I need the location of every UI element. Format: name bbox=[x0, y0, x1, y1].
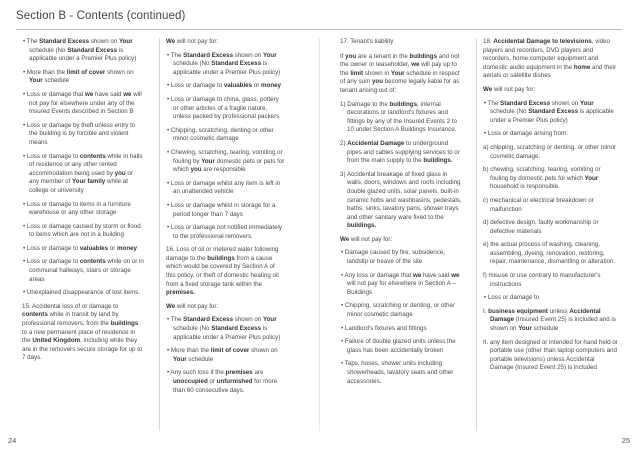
col2-lead2: We will not pay for: bbox=[166, 302, 219, 310]
list-item: • The Standard Excess shown on Your schedule (No Standard Excess is applicable under a Premier Plus policy) bbox=[483, 100, 619, 126]
list-item: • Chipping, scratching, denting or other minor cosmetic damage bbox=[166, 127, 286, 144]
roman-item: I. business equipment unless Accidental Damage (Insured Event 25) is included and is shown on Your schedule bbox=[483, 307, 616, 333]
list-item: • Damage caused by fire, subsidence, landslip or heave of the site bbox=[340, 249, 464, 266]
list-item: • Loss or damage that we have said we will not pay for elsewhere under any of the Insured Events described in Section B bbox=[22, 91, 144, 117]
col4-list2 bbox=[483, 294, 619, 303]
list-item: • Chewing, scratching, tearing, vomiting or fouling by Your domestic pets or pets for which you are responsible bbox=[166, 149, 286, 175]
list-item: • Chipping, scratching or denting, or other minor cosmetic damage bbox=[340, 302, 464, 319]
col2-para: 16. Loss of oil or metered water following damage to the buildings from a cause which would be covered by Section A of this policy, or theft of domestic heating oil from a fixed storage tank within the premises. bbox=[166, 246, 279, 297]
col3-intro: If you are a tenant in the buildings and not the owner or leaseholder, we will pay up to the limit shown in Your schedule in respect of any sum you become legally liable for as tenant arising out of: bbox=[340, 52, 460, 94]
column-divider bbox=[476, 38, 477, 431]
list-item: • Loss or damage caused by storm or flood to items which are not in a building bbox=[22, 223, 144, 240]
lettered-item: e) the actual process of washing, cleaning, assembling, dyeing, renovation, restoring, repair, maintenance, dismantling or alteration. bbox=[483, 241, 616, 266]
list-item: • Loss or damage whilst any item is left in an unattended vehicle bbox=[166, 180, 286, 197]
list-item: • Loss or damage to valuables or money bbox=[22, 245, 144, 254]
col1-para: 15. Accidental loss of or damage to contents while in transit by land by professional removers, from the buildings to a new permanent place of residence in the United Kingdom, including while they are in the removers secure storage for up to 7 days. bbox=[22, 302, 143, 362]
list-item: • Unexplained disappearance of lost items. bbox=[22, 289, 144, 298]
roman-item: II. any item designed or intended for hand held or portable use (other than laptop computers and portable televisions) unless Accidental Damage (Insured Event 25) is included bbox=[483, 338, 618, 372]
col2-list bbox=[166, 52, 286, 242]
lettered-item: b) chewing, scratching, tearing, vomiting or fouling by domestic pets for which Your household is responsible. bbox=[483, 166, 601, 191]
list-item: • Loss or damage by theft unless entry to the building is by forcible and violent means bbox=[22, 122, 144, 148]
numbered-item: 2) Accidental Damage to underground pipes and cables supplying services to or from the main supply to the buildings. bbox=[340, 139, 460, 165]
list-item: • Any such loss if the premises are unoccupied or unfurnished for more than 60 consecutive days. bbox=[166, 369, 286, 395]
numbered-item: 3) Accidental breakage of fixed glass in walls, doors, windows and roofs including double glazed units, solar panels, built-in ceramic hobs and washbasins, pedestals, baths, sinks, lavatory pans, shower trays and other sanitary ware fixed to the buildings. bbox=[340, 170, 462, 230]
page-header: Section B - Contents (continued) bbox=[16, 10, 186, 22]
column-3 bbox=[340, 38, 464, 391]
list-item: • Loss or damage to contents while on or in communal hallways, stairs or storage areas bbox=[22, 258, 144, 284]
header-rule bbox=[16, 29, 622, 30]
column-1 bbox=[22, 38, 144, 368]
lettered-item: d) defective design, faulty workmanship or defective materials bbox=[483, 219, 599, 235]
list-item: • Loss or damage arising from: bbox=[483, 130, 619, 139]
lettered-item: f) misuse or use contrary to manufacturer's instructions bbox=[483, 272, 601, 288]
list-item: • Failure of double glazed units unless the glass has been accidentally broken bbox=[340, 338, 464, 355]
column-divider bbox=[159, 38, 160, 431]
col3-lead: We will not pay for: bbox=[340, 235, 393, 243]
list-item: • Loss or damage to contents while in halls of residence or any other rented accommodation being used by you or any member of Your family while at college or university bbox=[22, 153, 144, 196]
list-item: • Any loss or damage that we have said we will not pay for elsewhere in Section A – Buildings bbox=[340, 272, 464, 298]
list-item: • Landlord's fixtures and fittings bbox=[340, 325, 464, 334]
col2-list2 bbox=[166, 316, 286, 395]
column-2 bbox=[166, 38, 286, 400]
list-item: • Loss or damage to bbox=[483, 294, 619, 303]
page-spine bbox=[319, 38, 320, 431]
col4-lead: We will not pay for: bbox=[483, 85, 536, 93]
list-item: • The Standard Excess shown on Your schedule (No Standard Excess is applicable under a Premier Plus policy) bbox=[22, 38, 144, 64]
numbered-item: 1) Damage to the buildings, internal decorations or landlord's fixtures and fittings by any of the Insured Events 2 to 10 under Section A Buildings Insurance. bbox=[340, 100, 458, 134]
col4-para: 18. Accidental Damage to televisions, video players and recorders, DVD players and recorders, home computer equipment and domestic audio equipment in the home and their aerials or satellite dishes bbox=[483, 38, 617, 80]
list-item: • The Standard Excess shown on Your schedule (No Standard Excess is applicable under a Premier Plus policy) bbox=[166, 316, 286, 342]
col4-lettered bbox=[483, 144, 619, 289]
list-item: • Loss or damage not notified immediately to the professional removers. bbox=[166, 224, 286, 241]
list-item: • More than the limit of cover shown on Your schedule bbox=[166, 347, 286, 364]
lettered-item: a) chipping, scratching or denting, or other minor cosmetic damage. bbox=[483, 143, 617, 160]
list-item: • The Standard Excess shown on Your schedule (No Standard Excess is applicable under a Premier Plus policy) bbox=[166, 52, 286, 78]
col2-lead: We will not pay for: bbox=[166, 38, 219, 45]
list-item: • Taps, hoses, shower units including showerheads, lavatory seats and other accessories. bbox=[340, 360, 464, 386]
list-item: • Loss or damage whilst in storage for a period longer than 7 days bbox=[166, 202, 286, 219]
col3-numbered bbox=[340, 101, 464, 231]
list-item: • Loss or damage to china, glass, pottery or other articles of a fragile nature, unless packed by professional packers bbox=[166, 96, 286, 122]
column-4 bbox=[483, 38, 619, 378]
col4-roman bbox=[483, 308, 619, 373]
list-item: • More than the limit of cover shown on Your schedule bbox=[22, 69, 144, 86]
col4-list bbox=[483, 100, 619, 139]
col1-list bbox=[22, 38, 144, 298]
lettered-item: c) mechanical or electrical breakdown or malfunction bbox=[483, 196, 594, 213]
page-number-right: 25 bbox=[621, 436, 630, 445]
page-number-left: 24 bbox=[8, 436, 17, 445]
list-item: • Loss or damage to items in a furniture warehouse or any other storage bbox=[22, 201, 144, 218]
col3-list bbox=[340, 249, 464, 386]
list-item: • Loss or damage to valuables or money bbox=[166, 82, 286, 91]
col3-title: 17. Tenant's liability bbox=[340, 38, 394, 45]
